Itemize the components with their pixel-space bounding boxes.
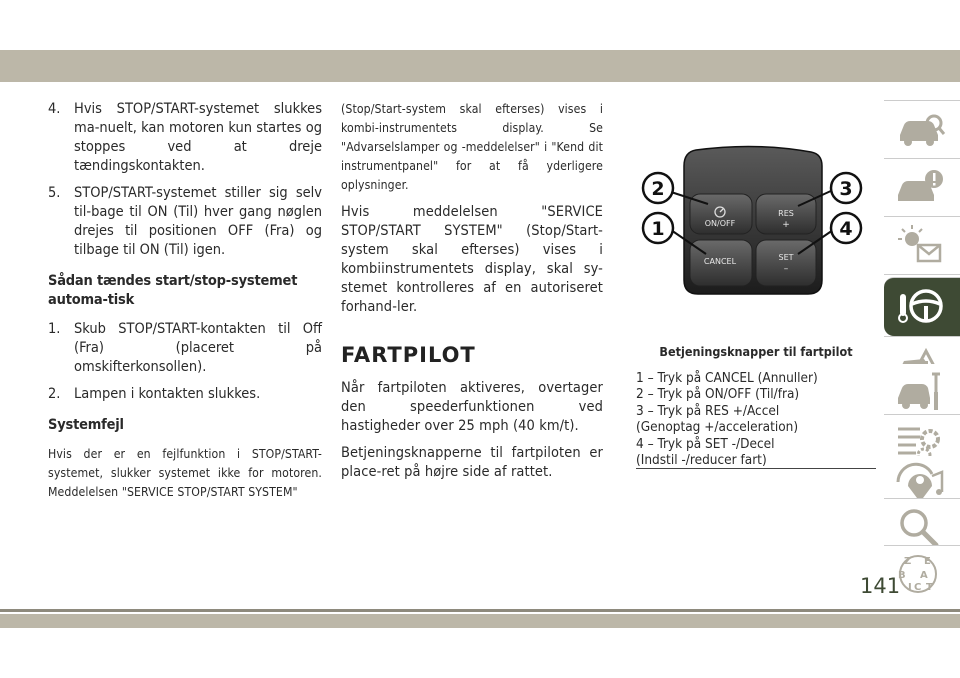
callout-4 [831, 213, 861, 243]
legend-line: 1 – Tryk på CANCEL (Annuller) [636, 370, 818, 386]
svg-text:3: 3 [839, 178, 853, 200]
svg-text:C: C [914, 582, 922, 593]
res-plus-label: + [782, 220, 790, 230]
callout-2 [643, 173, 673, 203]
legend-line: 4 – Tryk på SET -/Decel [636, 435, 775, 452]
svg-text:A: A [920, 570, 928, 581]
legend-line: 2 – Tryk på ON/OFF (Til/fra) [636, 386, 800, 403]
tab-vehicle-info[interactable] [884, 100, 960, 159]
warning-lights-icon [894, 165, 946, 209]
svg-text:I: I [908, 582, 912, 593]
tab-starting-operating[interactable] [884, 216, 960, 275]
search-icon [894, 505, 946, 549]
svg-text:T: T [926, 582, 933, 593]
svg-text:E: E [924, 556, 931, 567]
list-item: 2. Lampen i kontakten slukkes. [48, 386, 261, 402]
list-item: 4. Hvis STOP/START-systemet slukkes ma-nuelt, kan motoren kun startes og stoppes ved at dreje tændingskontakten. [48, 101, 322, 174]
bottom-band [0, 614, 960, 628]
cruise-paragraph-1: Når fartpiloten aktiveres, overtager den speederfunktionen ved hastigheder over 25 mph (40 km/t). [341, 380, 603, 434]
middle-column [341, 100, 603, 490]
svg-text:B: B [898, 570, 906, 581]
cancel-label: CANCEL [703, 257, 737, 266]
service-icon [894, 370, 946, 414]
steering-wheel-icon [894, 284, 946, 328]
svg-text:1: 1 [651, 218, 665, 240]
heading-fault: Systemfejl [48, 417, 124, 433]
cruise-control-figure [636, 140, 876, 300]
index-icon [894, 552, 946, 596]
figure-caption: Betjeningsknapper til fartpilot [659, 344, 853, 359]
fault-text: Hvis der er en fejlfunktion i STOP/START-systemet, slukker systemet ikke for motoren. Meddelelsen "SERVICE STOP/START SYSTEM" [48, 447, 322, 499]
bottom-rule [0, 609, 960, 612]
section-title: FARTPILOT [341, 343, 476, 367]
list-item: 1. Skub STOP/START-kontakten til Off (Fra) (placeret på omskifterkonsollen). [48, 321, 322, 375]
cruise-buttons-illustration [636, 140, 876, 300]
legend-line: (Genoptag +/acceleration) [636, 419, 799, 436]
callout-1 [643, 213, 673, 243]
set-label: SET [778, 253, 794, 262]
page-number: 141 [860, 574, 901, 598]
starting-operating-icon [894, 223, 946, 267]
cruise-paragraph-2: Betjeningsknapperne til fartpiloten er place-ret på højre side af rattet. [341, 445, 603, 480]
svg-text:2: 2 [651, 178, 665, 200]
svg-text:Z: Z [904, 556, 912, 567]
fault-continued: (Stop/Start-system skal efterses) vises i kombi-instrumentets display. Se "Advarselslamper og -meddelelser" i "Kend dit instrumentpanel" for at få yderligere oplysninger. [341, 102, 603, 192]
left-column [48, 100, 322, 502]
onoff-label: ON/OFF [704, 219, 736, 228]
service-message-text: Hvis meddelelsen "SERVICE STOP/START SYSTEM" (Stop/Start-system skal efterses) vises i kombiinstrumentets display, skal sy-stemet kontrolleres af en autoriseret forhand-ler. [341, 204, 603, 315]
figure-caption-block [636, 344, 876, 359]
legend-line: 3 – Tryk på RES +/Accel [636, 402, 780, 419]
callout-3 [831, 173, 861, 203]
top-band [0, 50, 960, 82]
figure-legend [636, 370, 876, 468]
svg-text:4: 4 [839, 218, 853, 240]
tab-warning-lights[interactable] [884, 158, 960, 217]
legend-divider [636, 468, 876, 469]
set-minus-label: – [783, 264, 789, 274]
res-label: RES [778, 209, 794, 218]
heading-enable: Sådan tændes start/stop-systemet automa-tisk [48, 273, 298, 308]
legend-line: (Indstil -/reducer fart) [636, 452, 767, 469]
list-item: 5. STOP/START-systemet stiller sig selv til-bage til ON (Til) hver gang nøglen drejes til positionen OFF (Fra) og tilbage til ON (Til) igen. [48, 185, 322, 258]
tab-steering-wheel[interactable] [884, 277, 960, 336]
vehicle-info-icon [894, 107, 946, 151]
